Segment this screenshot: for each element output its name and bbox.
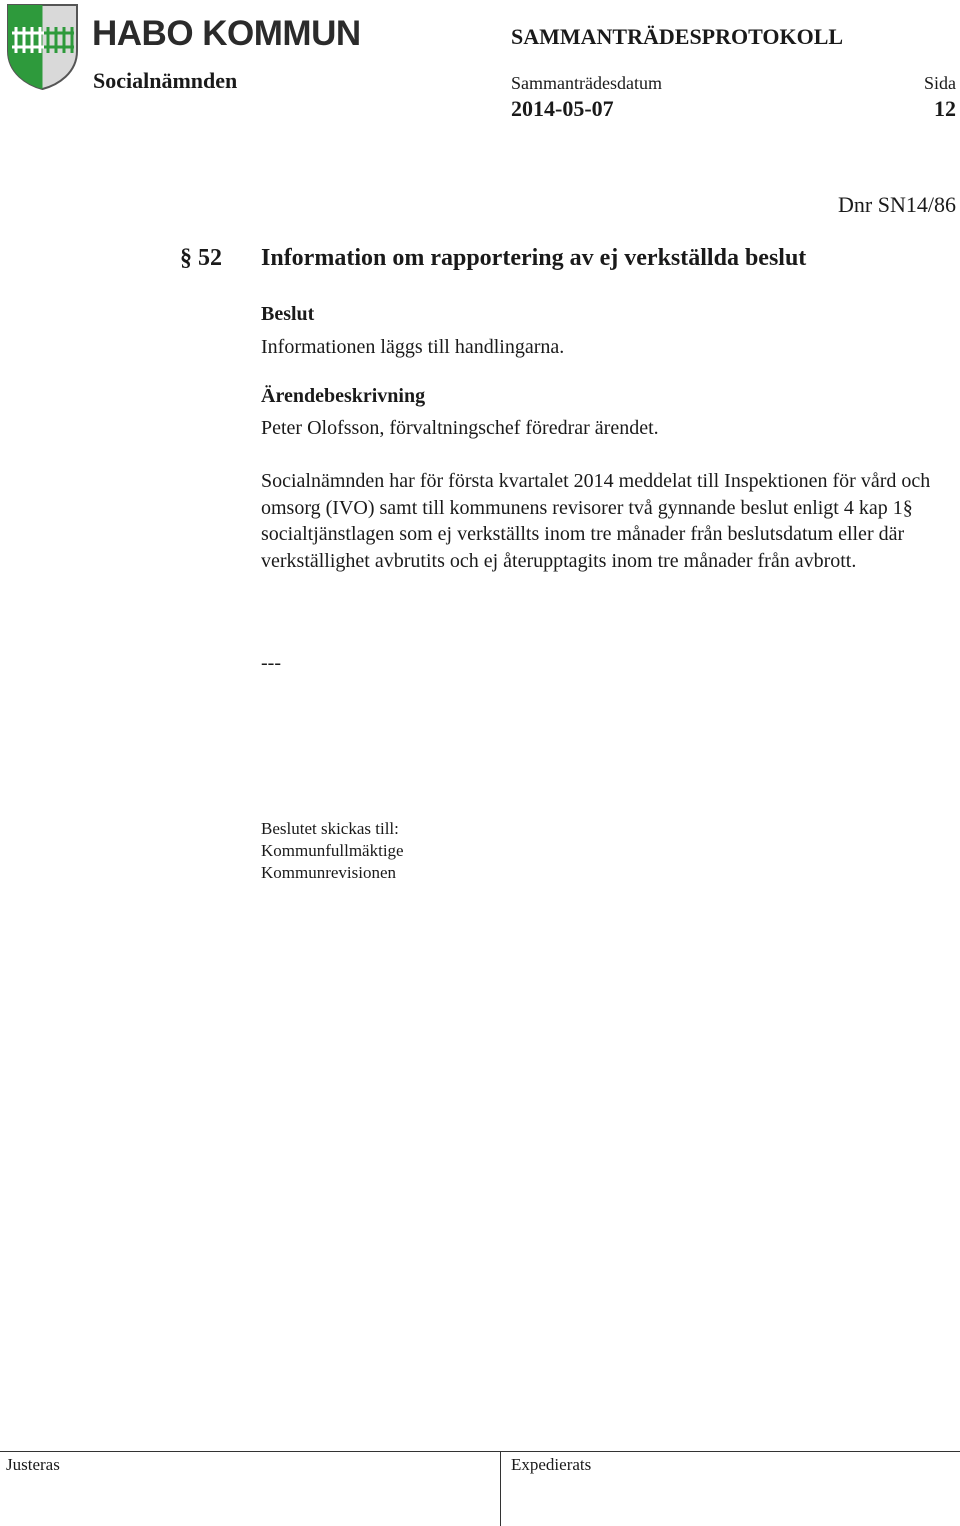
committee-name: Socialnämnden	[93, 68, 238, 93]
description-body: Socialnämnden har för första kvartalet 2014 meddelat till Inspektionen för vård och omsorg (IVO) samt till kommunens revisorer två gynnande beslut enligt 4 kap 1§ socialtjänstlagen som ej verkställts inom tre månader från beslutsdatum eller där verkställighet avbrutits och ej återupptagits inom tre månader från avbrott.	[261, 470, 931, 572]
meeting-date-label: Sammanträdesdatum	[511, 73, 662, 93]
description-heading: Ärendebeskrivning	[261, 385, 426, 407]
document-type: SAMMANTRÄDESPROTOKOLL	[511, 24, 844, 49]
distribution-label: Beslutet skickas till:	[261, 819, 399, 838]
description-intro: Peter Olofsson, förvaltningschef föredrar ärendet.	[261, 417, 659, 439]
case-number: Dnr SN14/86	[838, 192, 956, 217]
decision-text: Informationen läggs till handlingarna.	[261, 336, 565, 358]
page-number: 12	[934, 96, 956, 121]
meeting-date: 2014-05-07	[511, 96, 614, 121]
recipient-item: Kommunrevisionen	[261, 863, 397, 882]
footer-divider-line	[0, 1451, 960, 1452]
paragraph-number: § 52	[180, 245, 222, 271]
section-title: Information om rapportering av ej verkställda beslut	[261, 245, 807, 271]
separator: ---	[261, 652, 281, 674]
municipality-logo-text: HABO KOMMUN	[92, 14, 361, 53]
footer-expedierats-label: Expedierats	[511, 1455, 592, 1474]
recipient-item: Kommunfullmäktige	[261, 841, 404, 860]
footer-column-divider	[500, 1451, 501, 1526]
page-label: Sida	[923, 73, 956, 93]
municipal-crest-icon	[6, 3, 79, 91]
decision-heading: Beslut	[261, 303, 315, 325]
footer-justeras-label: Justeras	[6, 1455, 60, 1474]
